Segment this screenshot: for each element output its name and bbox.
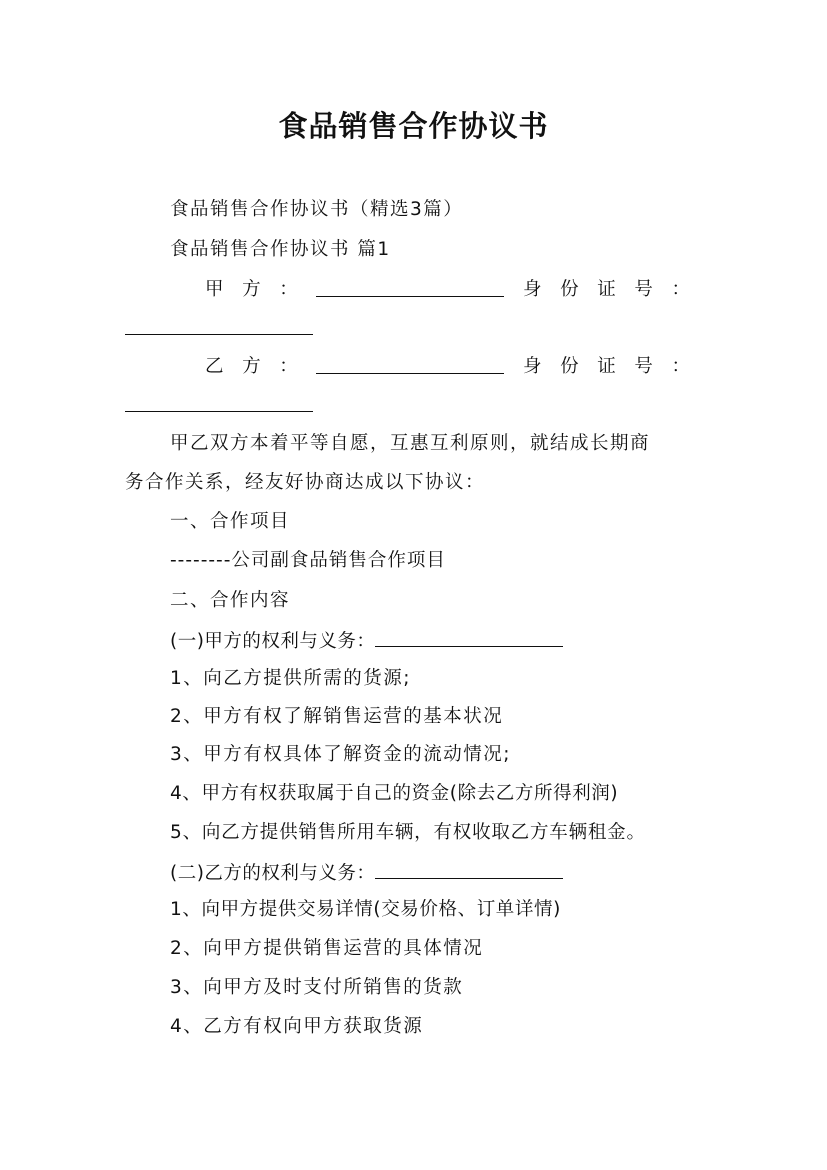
label-char: 身 (522, 279, 542, 300)
list-item: 1、向甲方提供交易详情(交易价格、订单详情) (170, 899, 561, 920)
blank-line (375, 860, 563, 879)
party-a-name-blank (316, 278, 504, 297)
label-char: 身 (522, 356, 542, 377)
intro-paragraph: 甲乙双方本着平等自愿，互惠互利原则，就结成长期商 (170, 433, 651, 454)
label-char: 证 (597, 279, 616, 300)
list-item: 3、向甲方及时支付所销售的货款 (170, 977, 464, 998)
party-b-name-blank (316, 355, 504, 374)
label-char: 证 (597, 356, 616, 377)
label-char: 份 (560, 279, 579, 300)
intro-paragraph-cont: 务合作关系，经友好协商达成以下协议： (125, 472, 486, 493)
label-char: 份 (560, 356, 579, 377)
party-a-id-blank (125, 316, 313, 335)
label-char: 号 (634, 279, 653, 300)
label-char: 方 (242, 356, 261, 377)
label-char: ： (279, 279, 298, 300)
heading-content: 二、合作内容 (170, 590, 291, 611)
list-item: 1、向乙方提供所需的货源; (170, 668, 412, 689)
subtitle: 食品销售合作协议书（精选3篇） (170, 199, 464, 220)
project-text: --------公司副食品销售合作项目 (170, 550, 446, 571)
label-char: ： (671, 279, 690, 300)
party-a-rights-heading: (一)甲方的权利与义务： (170, 628, 563, 654)
blank-line (375, 628, 563, 647)
party-b-id-blank (125, 393, 313, 412)
list-item: 5、向乙方提供销售所用车辆，有权收取乙方车辆租金。 (170, 822, 646, 843)
label-char: ： (279, 356, 298, 377)
label-char: 甲 (205, 279, 224, 300)
label-char: 方 (242, 279, 261, 300)
list-item: 4、甲方有权获取属于自己的资金(除去乙方所得利润) (170, 783, 619, 804)
party-b-line (205, 355, 690, 379)
heading-project: 一、合作项目 (170, 511, 291, 532)
list-item: 4、乙方有权向甲方获取货源 (170, 1016, 424, 1037)
list-item: 3、甲方有权具体了解资金的流动情况; (170, 744, 512, 765)
label-char: ： (671, 356, 690, 377)
section-heading: 食品销售合作协议书 篇1 (170, 239, 391, 260)
label-char: 号 (634, 356, 653, 377)
party-a-line (205, 278, 690, 302)
party-b-rights-heading: (二)乙方的权利与义务： (170, 860, 563, 886)
list-item: 2、向甲方提供销售运营的具体情况 (170, 938, 484, 959)
list-item: 2、甲方有权了解销售运营的基本状况 (170, 706, 504, 727)
document-title: 食品销售合作协议书 (278, 109, 549, 143)
label-char: 乙 (205, 356, 224, 377)
